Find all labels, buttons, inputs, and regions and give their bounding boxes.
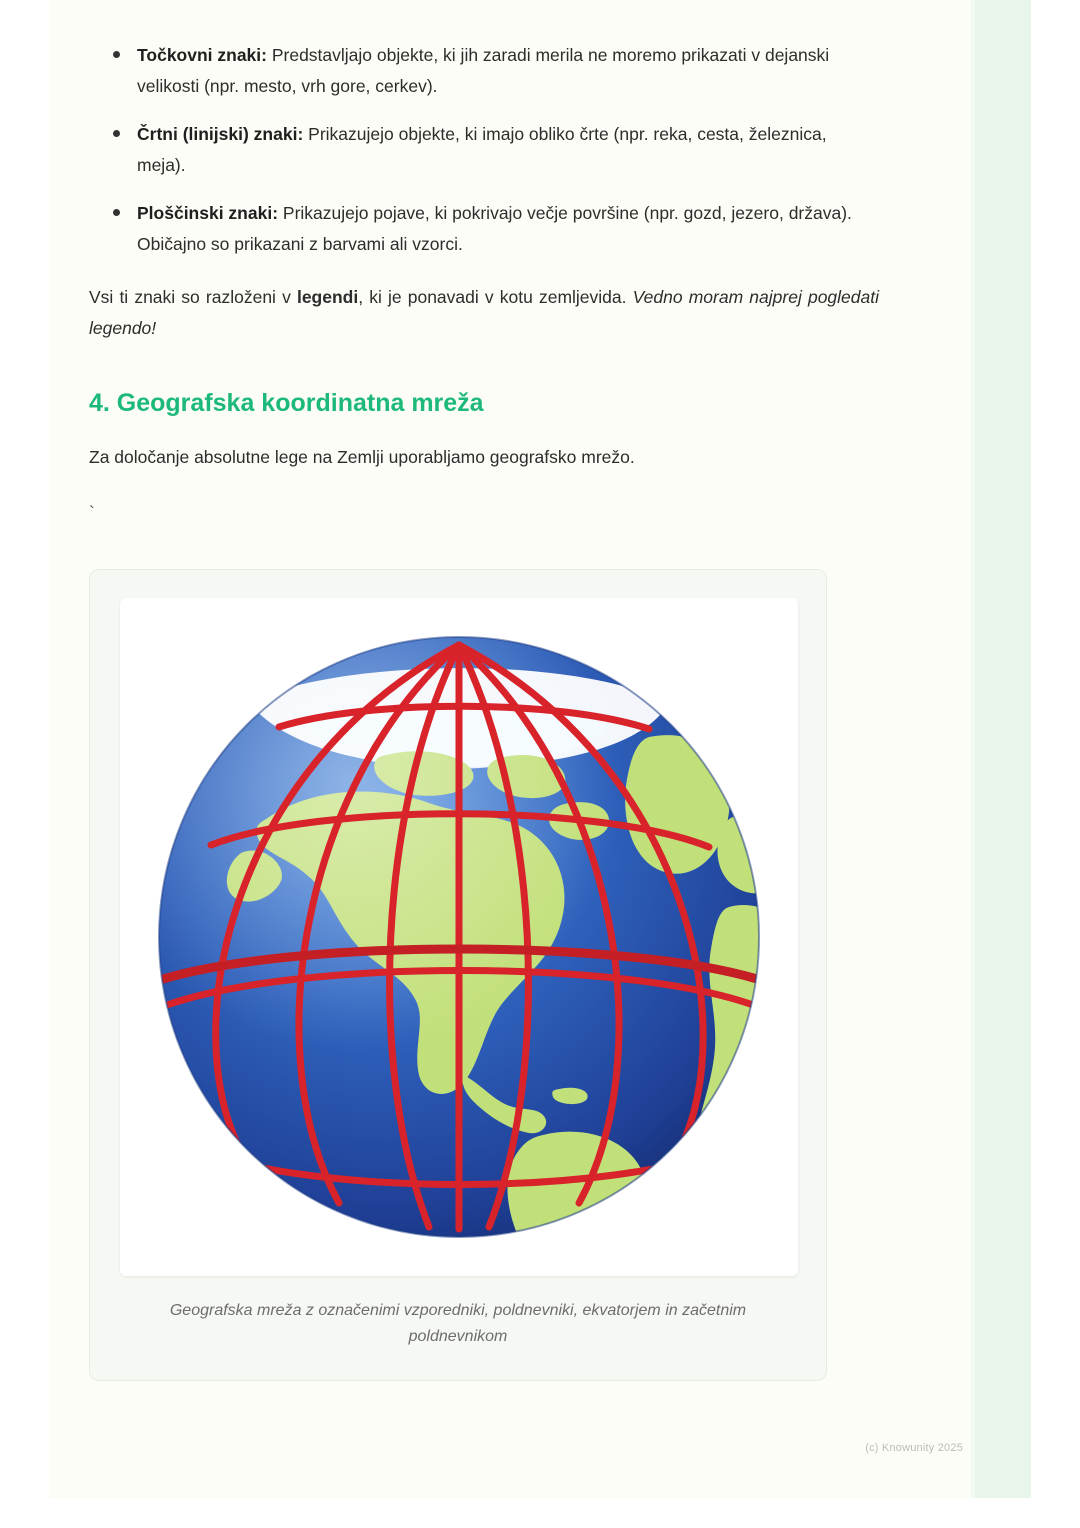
list-item-term: Ploščinski znaki: [137,203,279,223]
document-page [49,0,1031,1498]
stray-backtick: ` [89,503,95,522]
list-item [137,198,879,260]
legend-paragraph-italic: Vedno moram najprej pogledati legendo! [89,287,879,338]
list-item-term: Točkovni znaki: [137,45,267,65]
legend-paragraph-part2: , ki je ponavadi v kotu zemljevida. [358,287,633,307]
map-signs-list [89,40,879,260]
legend-paragraph-bold: legendi [296,287,359,307]
document-content [89,40,879,1381]
bullet-dot-icon [113,51,120,58]
legend-paragraph-part1: Vsi ti znaki so razloženi v [89,287,297,307]
bullet-dot-icon [113,209,120,216]
list-item-text: Prikazujejo pojave, ki pokrivajo večje površine (npr. gozd, jezero, država). Običajno so prikazani z barvami ali vzorci. [137,203,852,254]
list-item-term: Črtni (linijski) znaki: [137,124,304,144]
right-margin-accent [971,0,975,1498]
legend-paragraph [89,282,879,344]
copyright-footer: (c) Knowunity 2025 [865,1442,963,1454]
section-paragraph: Za določanje absolutne lege na Zemlji uporabljamo geografsko mrežo. [89,447,635,467]
figure-image-container [120,598,798,1276]
list-item-text: Prikazujejo objekte, ki imajo obliko črte (npr. reka, cesta, železnica, meja). [137,124,827,175]
figure-caption: Geografska mreža z označenimi vzporedniki, poldnevniki, ekvatorjem in začetnim poldnevnikom [169,1302,747,1345]
list-item [137,119,879,181]
right-margin-strip [971,0,1031,1498]
globe-with-graticule-image [129,607,789,1267]
bullet-dot-icon [113,130,120,137]
section-heading: 4. Geografska koordinatna mreža [89,389,484,417]
figure-card [89,569,827,1381]
list-item [137,40,879,102]
list-item-text: Predstavljajo objekte, ki jih zaradi merila ne moremo prikazati v dejanski velikosti (npr. mesto, vrh gore, cerkev). [137,45,830,96]
